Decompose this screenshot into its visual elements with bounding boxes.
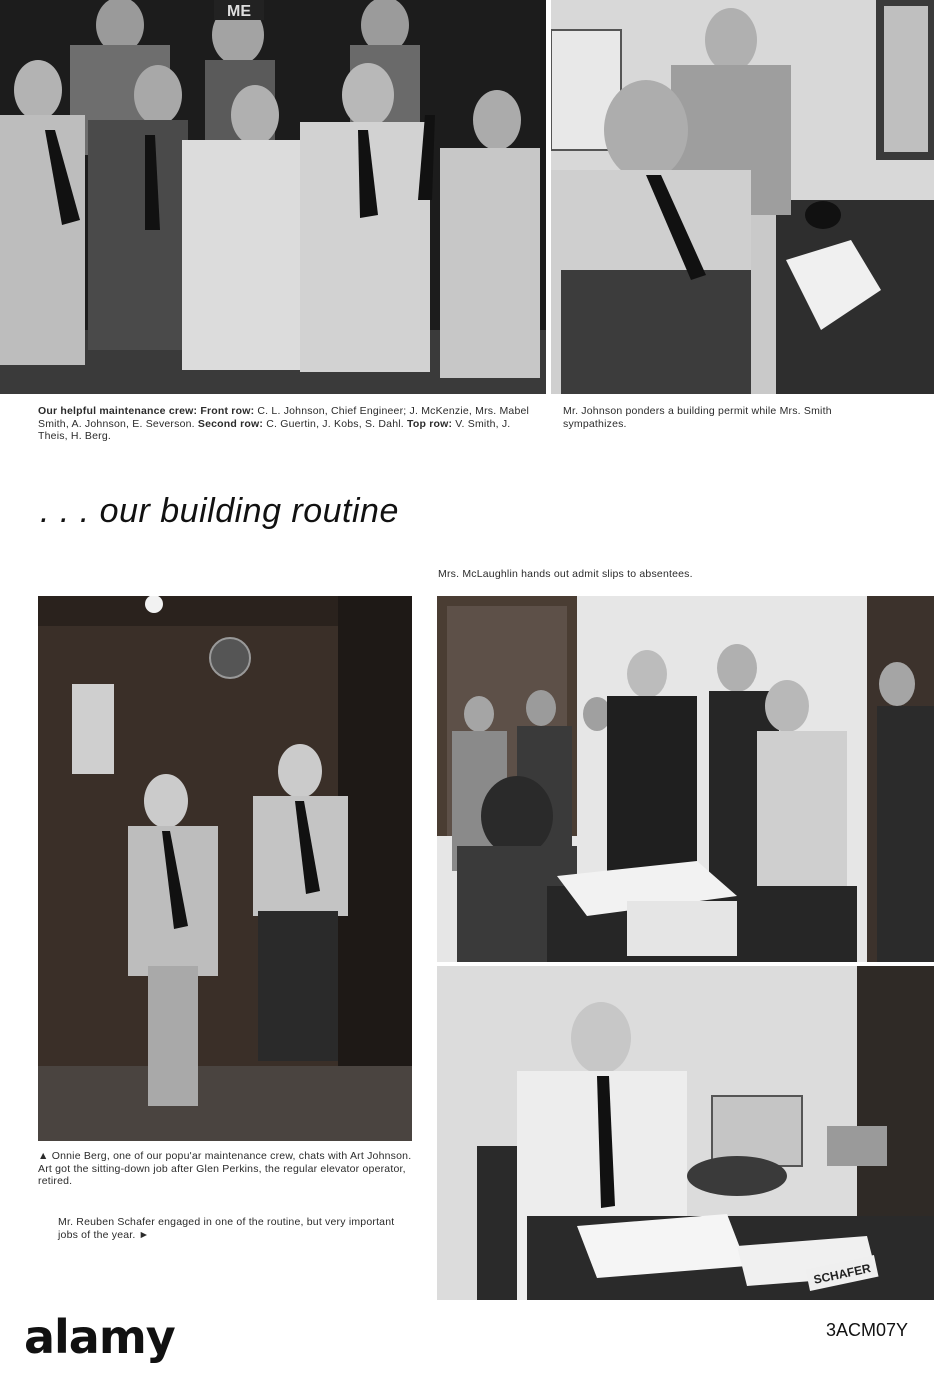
caption-maintenance-crew (38, 405, 543, 443)
caption-building-permit: Mr. Johnson ponders a building permit while Mrs. Smith sympathizes. (563, 405, 832, 430)
photo-building-permit (551, 0, 934, 394)
caption-schafer-text: Mr. Reuben Schafer engaged in one of the routine, but very important jobs of the year. (58, 1216, 395, 1241)
photo-maintenance-crew (0, 0, 546, 394)
cap-lettering: ME (227, 3, 251, 20)
nameplate-text: SCHAFER (812, 1261, 873, 1287)
photo-schafer (437, 966, 934, 1300)
caption-elevator-text: Onnie Berg, one of our popu'ar maintenance crew, chats with Art Johnson. Art got the sitting-down job after Glen Perkins, the regular elevator operator, retired. (38, 1150, 412, 1187)
caption-elevator (38, 1150, 413, 1188)
image-id: 3ACM07Y (825, 1320, 908, 1340)
caption-crew-second-label: Second row: (194, 417, 264, 430)
caption-schafer (58, 1216, 413, 1241)
alamy-logo: alamy (24, 1310, 175, 1364)
caption-crew-front: C. L. Johnson, Chief Engineer; J. McKenzie, Mrs. Mabel Smith, A. Johnson, E. Severson. (38, 405, 530, 430)
caption-admit-slips: Mrs. McLaughlin hands out admit slips to absentees. (438, 568, 693, 580)
caption-crew-top: V. Smith, J. Theis, H. Berg. (38, 417, 511, 442)
arrow-up-icon: ▲ (38, 1150, 49, 1162)
caption-crew-top-label: Top row: (403, 417, 453, 430)
section-title: . . . our building routine (40, 492, 399, 530)
stock-footer (0, 1300, 934, 1390)
arrow-right-icon: ► (138, 1228, 150, 1241)
photo-admit-slips (437, 596, 934, 962)
caption-crew-lead: Our helpful maintenance crew: Front row: (38, 405, 255, 417)
caption-crew-second: C. Guertin, J. Kobs, S. Dahl. (263, 417, 404, 430)
photo-elevator (38, 596, 412, 1141)
